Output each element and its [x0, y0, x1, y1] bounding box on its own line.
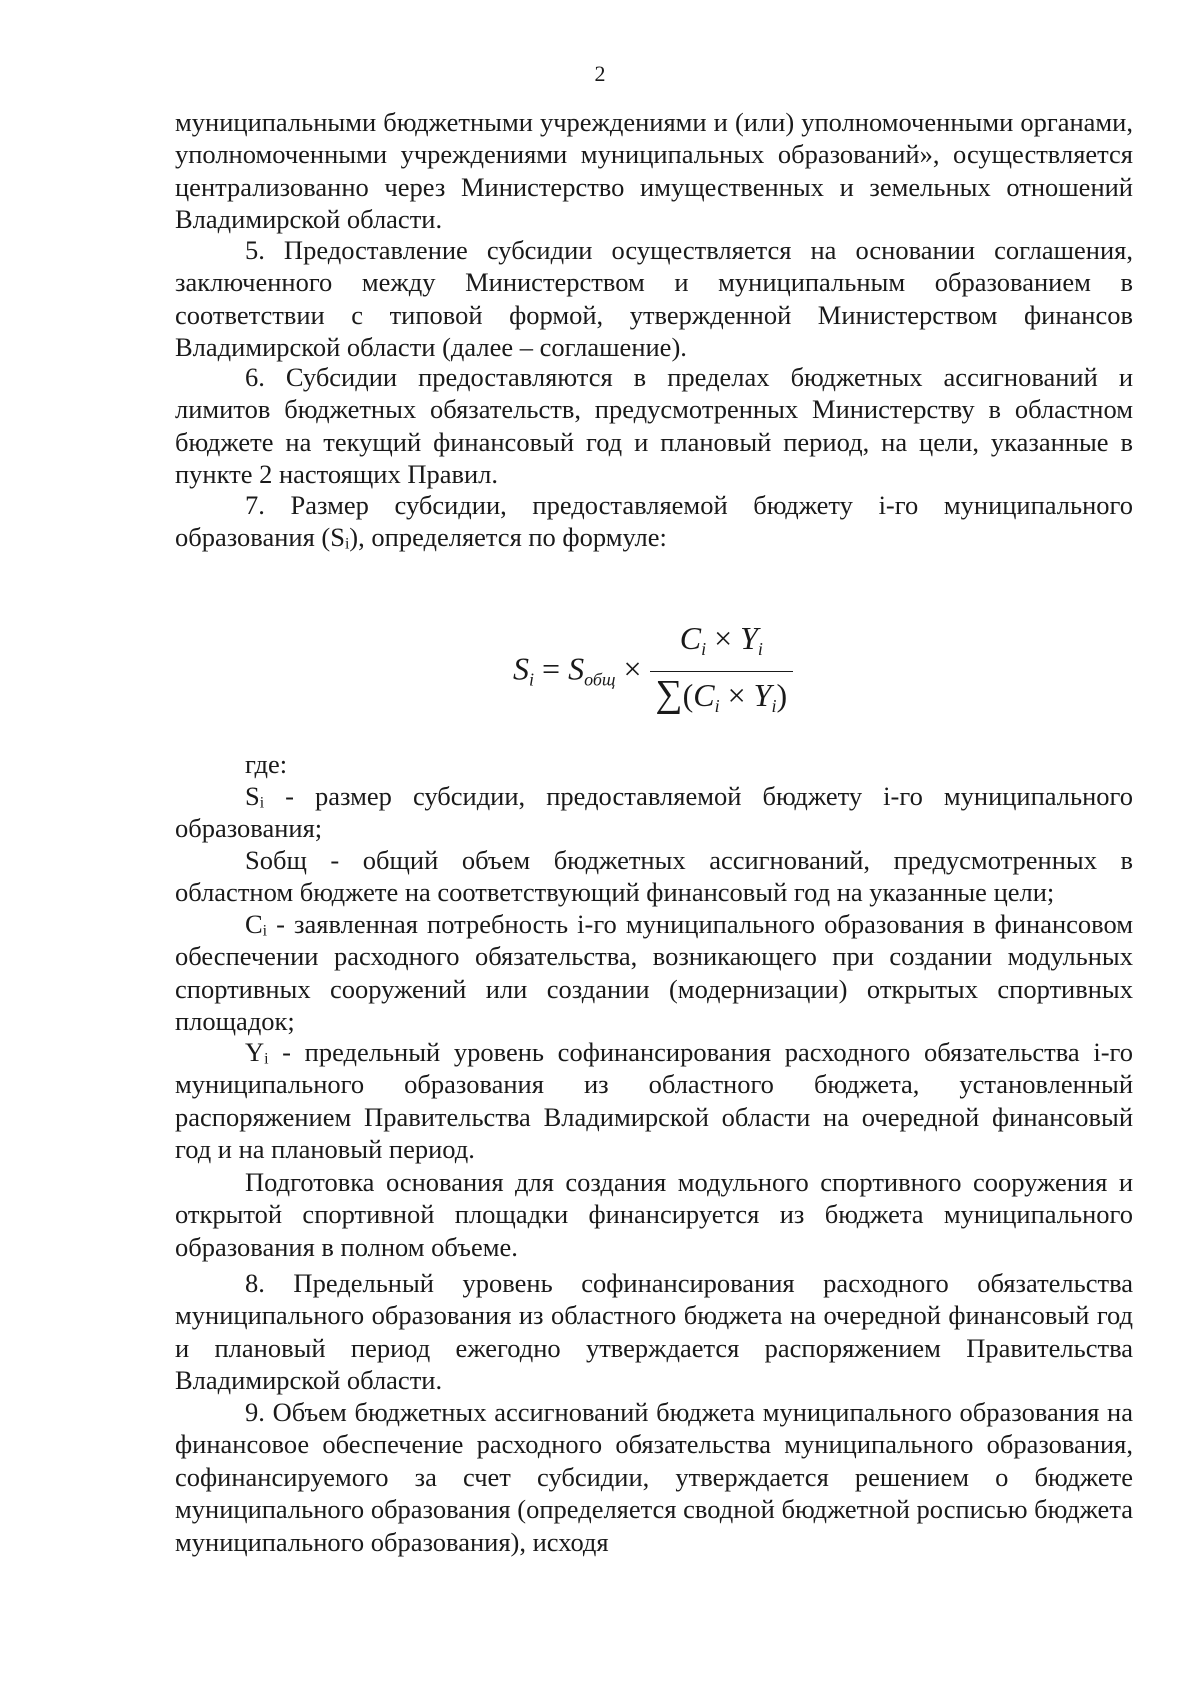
paragraph-7: 7. Размер субсидии, предоставляемой бюджету i-го муниципального образования (Sᵢ), определяется по формуле:	[175, 490, 1133, 553]
paragraph-9: 9. Объем бюджетных ассигнований бюджета муниципального образования на финансовое обеспечение расходного обязательства муниципального образования, софинансируемого за счет субсидии, утверждается решением о бюджете муниципального образования (определяется сводной бюджетной росписью бюджета муниципального образования), исходя	[175, 1397, 1133, 1557]
paragraph-preparation: Подготовка основания для создания модульного спортивного сооружения и открытой спортивной площадки финансируется из бюджета муниципального образования в полном объеме.	[175, 1167, 1133, 1262]
paragraph-6: 6. Субсидии предоставляются в пределах бюджетных ассигнований и лимитов бюджетных обязательств, предусмотренных Министерству в областном бюджете на текущий финансовый год и плановый период, на цели, указанные в пункте 2 настоящих Правил.	[175, 362, 1133, 490]
page-number: 2	[594, 61, 606, 86]
paragraph-continuation: муниципальными бюджетными учреждениями и (или) уполномоченными органами, уполномоченными учреждениями муниципальных образований», осуществляется централизованно через Министерство имущественных и земельных отношений Владимирской области.	[175, 107, 1133, 235]
formula-numerator: $C_i \times Y_i$	[650, 618, 794, 672]
formula-fraction	[650, 618, 794, 726]
formula-total-sub: общ	[584, 669, 616, 690]
formula-times: ×	[623, 650, 642, 687]
formula-total: S	[568, 650, 585, 687]
paragraph-5: 5. Предоставление субсидии осуществляется на основании соглашения, заключенного между Министерством и муниципальным образованием в соответствии с типовой формой, утвержденной Министерством финансов Владимирской области (далее – соглашение).	[175, 235, 1133, 363]
formula-lhs: S	[513, 650, 529, 687]
formula-lhs-sub: i	[529, 669, 535, 690]
formula-denominator: $\sum(C_i \times Y_i)$	[655, 673, 788, 716]
formula-equals: =	[542, 650, 561, 687]
definition-si: Sᵢ - размер субсидии, предоставляемой бюджету i-го муниципального образования;	[175, 781, 1133, 844]
subsidy-formula	[513, 618, 793, 726]
paragraph-where: где:	[245, 749, 288, 779]
paragraph-8: 8. Предельный уровень софинансирования расходного обязательства муниципального образования из областного бюджета на очередной финансовый год и плановый период ежегодно утверждается распоряжением Правительства Владимирской области.	[175, 1268, 1133, 1396]
definition-yi: Yᵢ - предельный уровень софинансирования расходного обязательства i-го муниципального образования из областного бюджета, установленный распоряжением Правительства Владимирской области на очередной финансовый год и на плановый период.	[175, 1037, 1133, 1165]
definition-ci: Cᵢ - заявленная потребность i-го муниципального образования в финансовом обеспечении расходного обязательства, возникающего при создании модульных спортивных сооружений или создании (модернизации) открытых спортивных площадок;	[175, 909, 1133, 1037]
definition-sobsh: Sобщ - общий объем бюджетных ассигнований, предусмотренных в областном бюджете на соответствующий финансовый год на указанные цели;	[175, 845, 1133, 908]
